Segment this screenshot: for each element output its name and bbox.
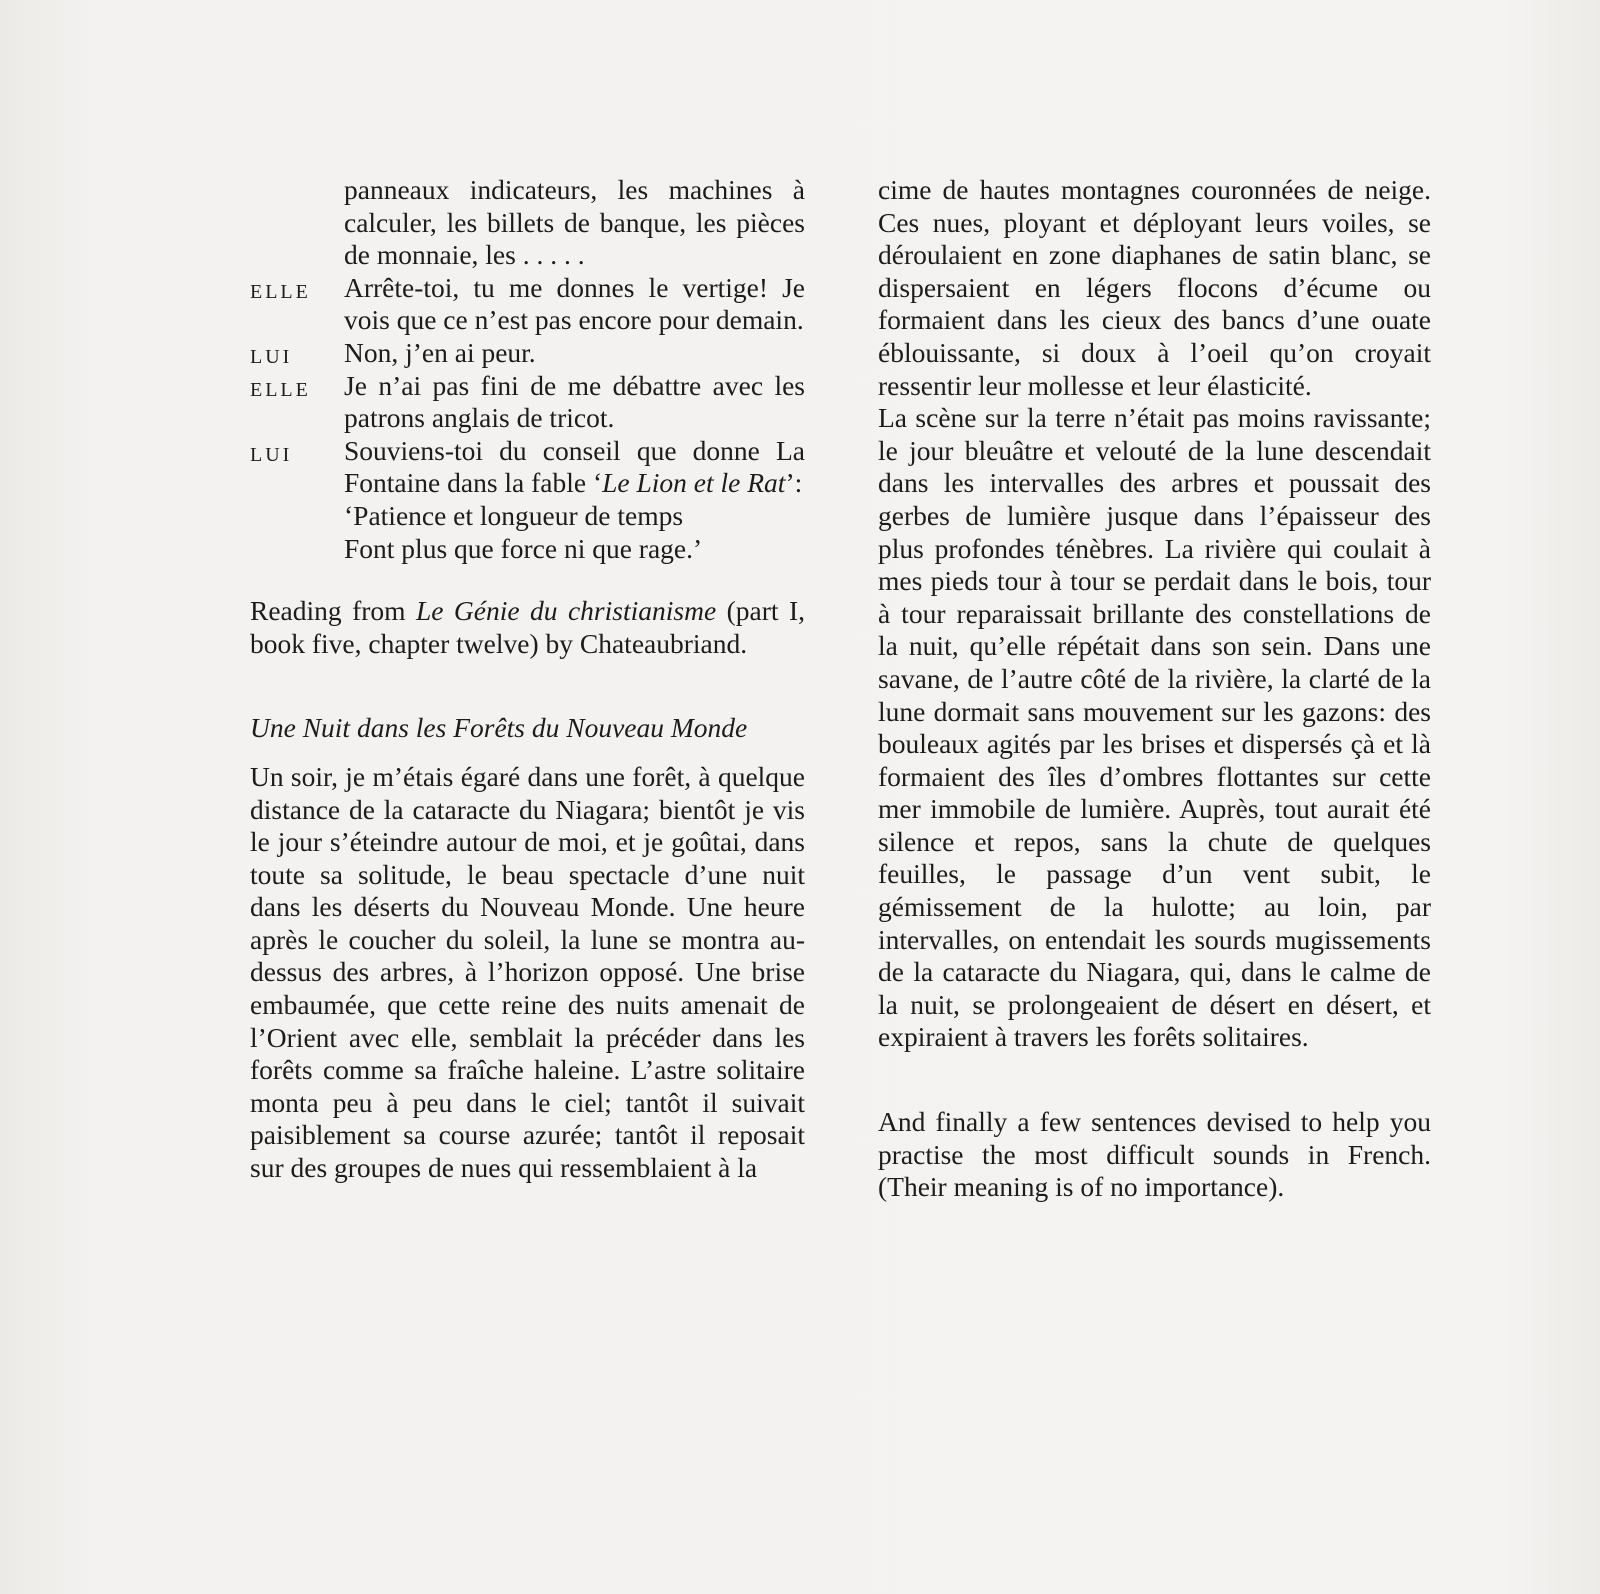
dialogue-line (250, 337, 805, 370)
dialogue-text: Arrête-toi, tu me donnes le vertige! Je vois que ce n’est pas encore pour demain. (344, 271, 805, 336)
closing-paragraph: And finally a few sentences devised to help you practise the most difficult sounds in French. (Their meaning is of no importance). (878, 1106, 1431, 1203)
passage-title: Une Nuit dans les Forêts du Nouveau Monde (250, 712, 748, 744)
dialogue-line (250, 272, 805, 337)
left-column (250, 174, 805, 1185)
reading-intro-start: Reading from (250, 595, 416, 627)
passage-paragraph: Un soir, je m’étais égaré dans une forêt, à quelque distance de la cataracte du Niagara; bientôt je vis le jour s’éteindre autour de moi, et je goûtai, dans toute sa solitude, le beau spectacle d’une nuit dans les déserts du Nouveau Monde. Une heure après le coucher du soleil, la lune se montra au-dessus des arbres, à l’horizon opposé. Une brise embaumée, que cette reine des nuits amenait de l’Orient avec elle, semblait la précéder dans les forêts comme sa fraîche haleine. L’astre solitaire monta peu à peu dans le ciel; tantôt il suivait paisiblement sa course azurée; tantôt il reposait sur des groupes de nues qui ressemblaient à la (250, 760, 805, 1184)
speaker-label: LUI (250, 443, 293, 466)
dialogue-text-start: Souviens-toi du conseil que donne La Fontaine dans la fable ‘ (344, 434, 805, 499)
dialogue-text: Non, j’en ai peur. (344, 336, 536, 368)
quote-line: Font plus que force ni que rage.’ (344, 532, 703, 564)
reading-intro (250, 595, 805, 660)
dialogue-line (250, 174, 805, 272)
passage-paragraph: La scène sur la terre n’était pas moins ravissante; le jour bleuâtre et velouté de la lune descendait dans les intervalles des arbres et poussait des gerbes de lumière jusque dans l’épaisseur des plus profondes ténèbres. La rivière qui coulait à mes pieds tour à tour se perdait dans le bois, tour à tour reparaissait brillante des constellations de la nuit, qu’elle répétait dans son sein. Dans une savane, de l’autre côté de la rivière, la clarté de la lune dormait sans mouvement sur les gazons: des bouleaux agités par les brises et dispersés çà et là formaient des îles d’ombres flottantes sur cette mer immobile de lumière. Auprès, tout aurait été silence et repos, sans la chute de quelques feuilles, le passage d’un vent subit, le gémissement de la hulotte; au loin, par intervalles, on entendait les sourds mugissements de la cataracte du Niagara, qui, dans le calme de la nuit, se prolongeaient de désert en désert, et expiraient à travers les forêts solitaires. (878, 402, 1431, 1053)
quote-line: ‘Patience et longueur de temps (344, 499, 684, 531)
dialogue-line (250, 435, 805, 565)
speaker-label: ELLE (250, 280, 311, 303)
dialogue-text: panneaux indicateurs, les machines à calculer, les billets de banque, les pièces de monnaie, les . . . . . (344, 174, 805, 271)
dialogue-text (344, 435, 805, 499)
speaker-label: LUI (250, 345, 293, 368)
dialogue-text-end: ’: (785, 467, 803, 499)
reading-intro-end: (part I, book five, chapter twelve) by Chateaubriand. (250, 595, 805, 659)
speaker-label: ELLE (250, 378, 311, 401)
fable-title: Le Lion et le Rat (602, 467, 786, 499)
passage-paragraph: cime de hautes montagnes couronnées de neige. Ces nues, ployant et déployant leurs voiles, se déroulaient en zone diaphanes de satin blanc, se dispersaient en légers flocons d’écume ou formaient dans les cieux des bancs d’une ouate éblouissante, si doux à l’oeil qu’on croyait ressentir leur mollesse et leur élasticité. (878, 174, 1431, 401)
right-column (878, 174, 1431, 1204)
book-title: Le Génie du christianisme (415, 595, 717, 627)
dialogue-text: Je n’ai pas fini de me débattre avec les patrons anglais de tricot. (344, 369, 805, 434)
dialogue-line (250, 370, 805, 435)
